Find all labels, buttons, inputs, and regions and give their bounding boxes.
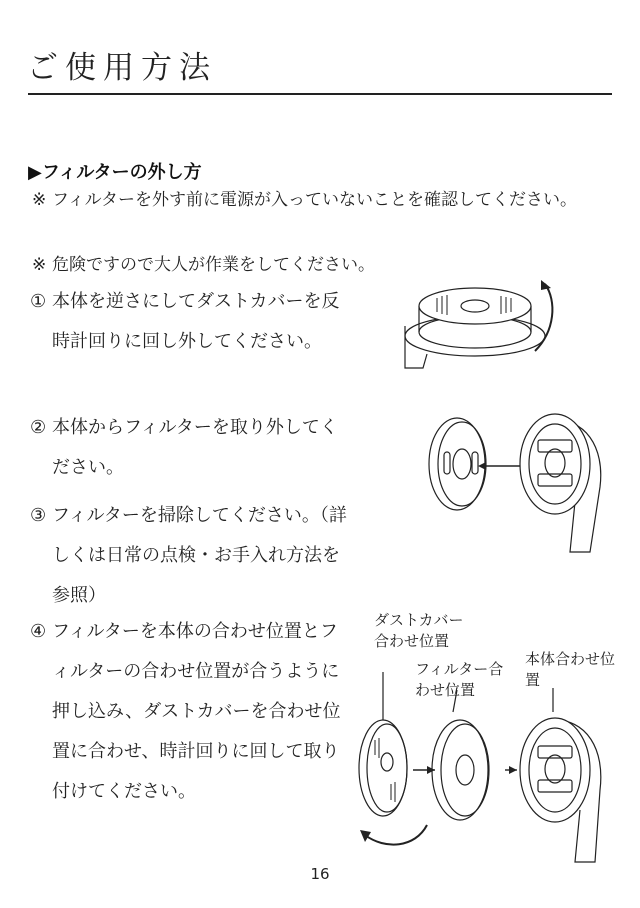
page-number: 16 (310, 865, 330, 883)
step-3 (30, 496, 348, 616)
note-mark: ※ (32, 255, 47, 275)
figure-remove-filter (420, 402, 615, 562)
step-text: 本体を逆さにしてダストカバーを反時計回りに回し外してください。 (52, 291, 340, 352)
page-title: ご使用方法 (27, 50, 217, 86)
figure-reassemble (355, 650, 615, 865)
rotate-arrow-ccw (535, 284, 552, 351)
leader-line-filter (453, 690, 457, 712)
figure-remove-dust-cover (395, 276, 565, 376)
step-number: ② (30, 417, 47, 438)
step-number: ① (30, 291, 47, 312)
label-body-mark: 本体合わせ位置 (525, 650, 616, 689)
rotate-arrow-cw (365, 825, 427, 845)
section-title: ▶フィルターの外し方 (28, 162, 202, 183)
step-2 (30, 408, 348, 488)
dust-cover (419, 288, 531, 324)
note-text: 危険ですので大人が作業をしてください。 (52, 255, 375, 275)
dryer-body (520, 718, 590, 822)
label-filter-mark: フィルター合わせ位置 (415, 660, 504, 699)
note-mark: ※ (32, 190, 47, 210)
filter-disc (432, 720, 488, 820)
step-text: フィルターを本体の合わせ位置とフィルターの合わせ位置が合うように押し込み、ダストカバーを合わせ位置に合わせ、時計回りに回して取り付けてください。 (52, 621, 341, 802)
step-text: フィルターを掃除してください。（詳しくは日常の点検・お手入れ方法を参照） (52, 505, 347, 606)
step-text: 本体からフィルターを取り外してください。 (52, 417, 338, 478)
dryer-body (520, 414, 590, 514)
note-power-off (32, 186, 617, 215)
filter-disc (429, 418, 485, 510)
label-dust-cover-mark: ダストカバー合わせ位置 (374, 611, 464, 650)
step-number: ③ (30, 505, 47, 526)
step-number: ④ (30, 621, 47, 642)
step-4 (30, 612, 348, 812)
step-1 (30, 282, 348, 362)
note-text: フィルターを外す前に電源が入っていないことを確認してください。 (52, 190, 577, 210)
title-divider (28, 93, 612, 95)
